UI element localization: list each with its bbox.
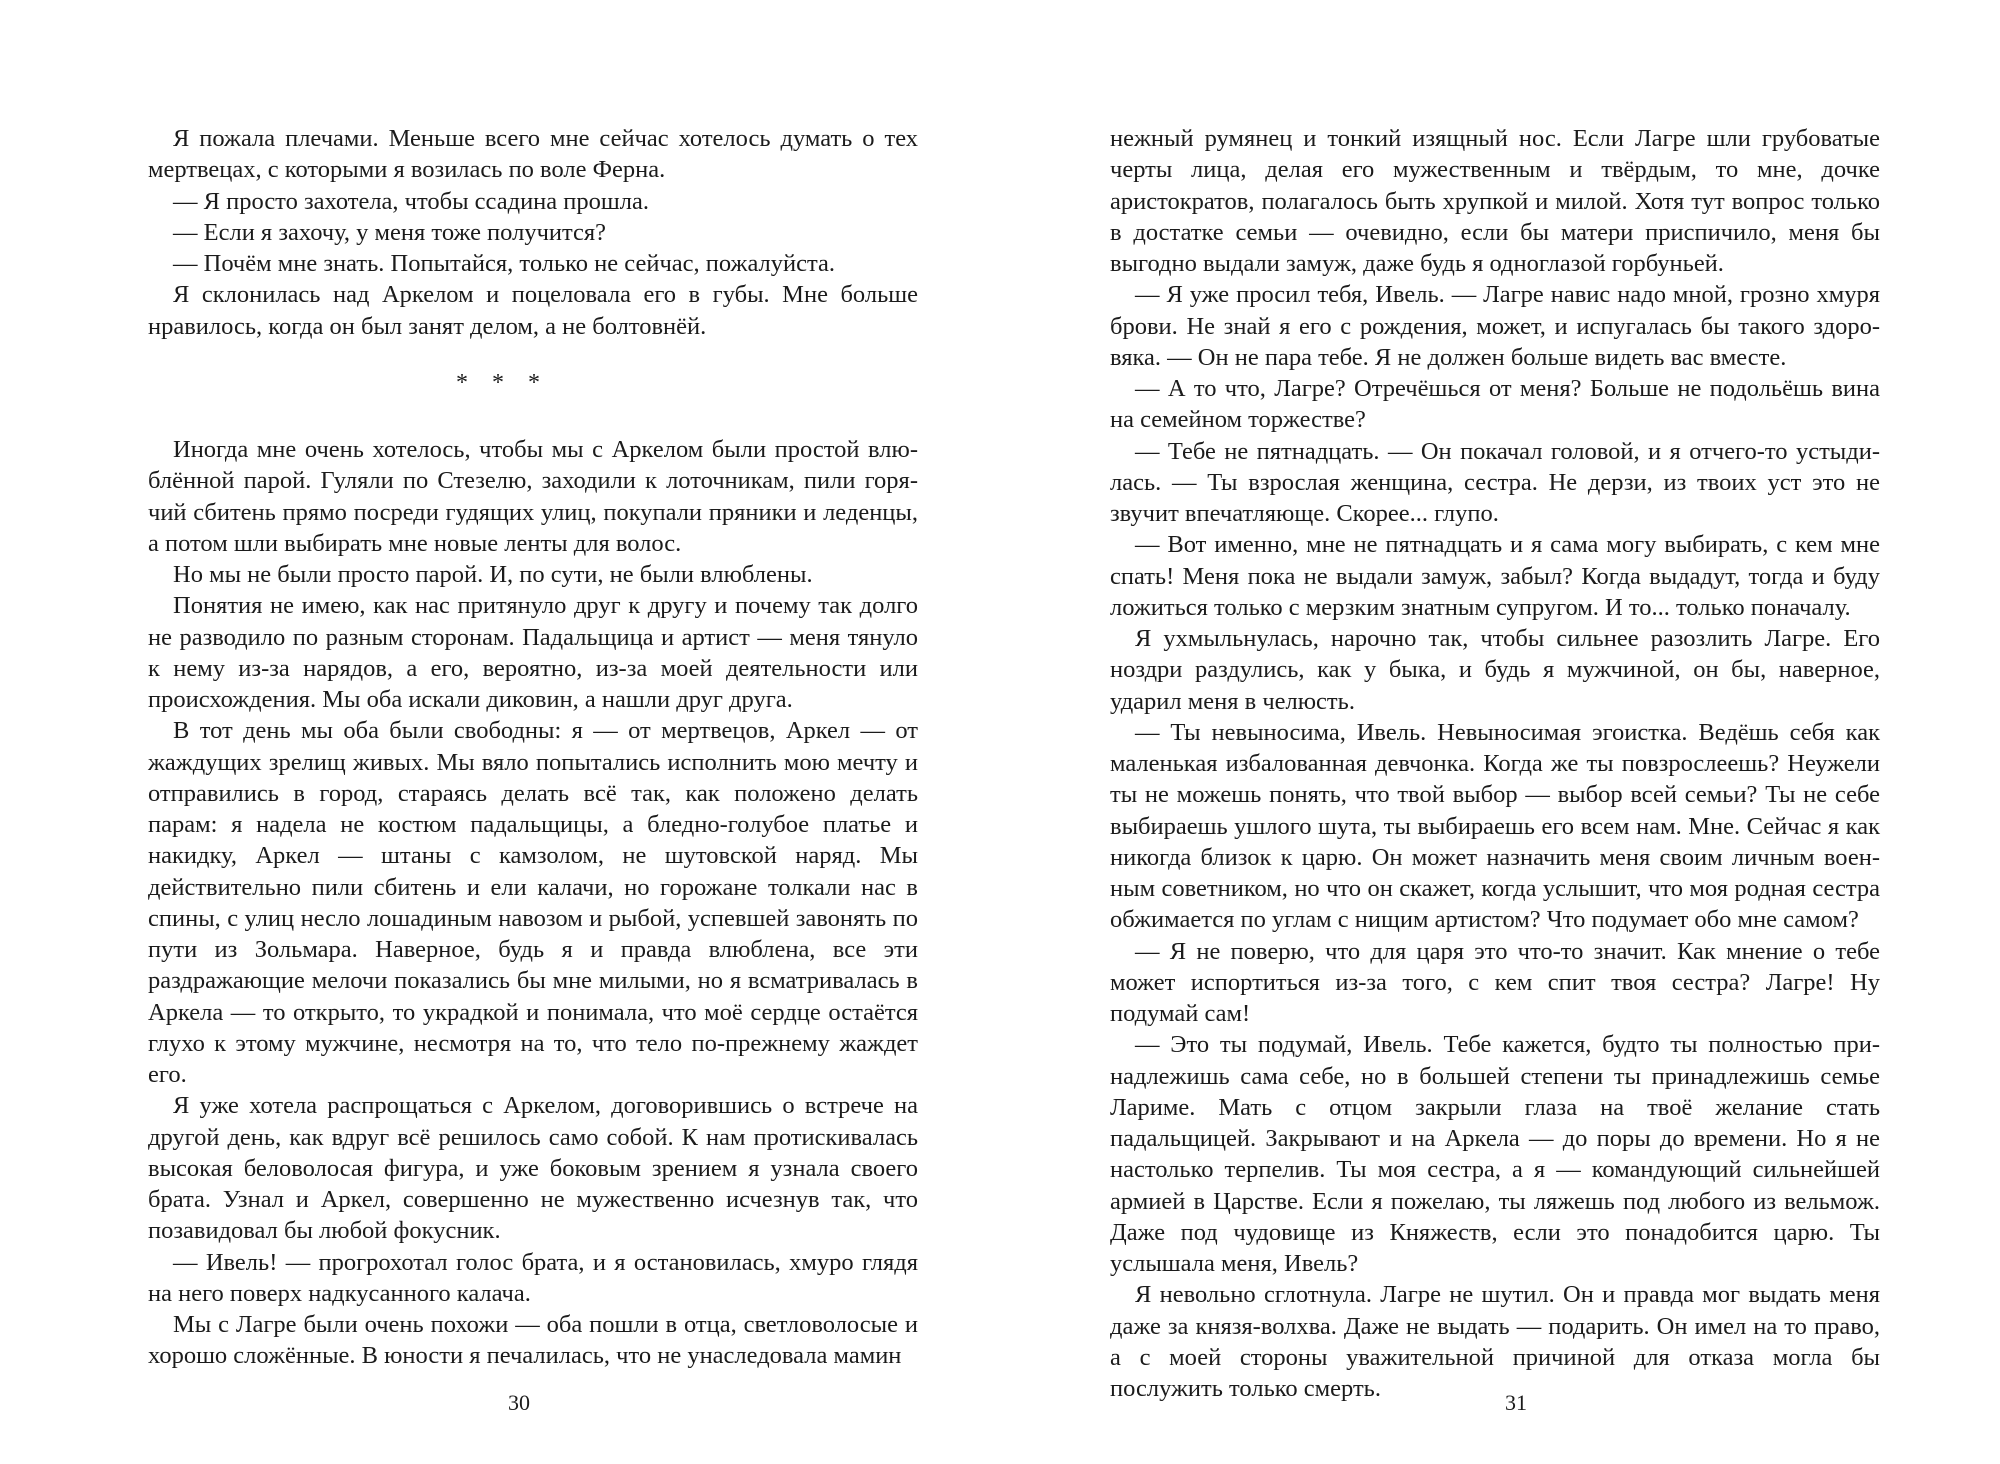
- paragraph: Я склонилась над Аркелом и поцеловала его в губы. Мне больше нравилось, когда он был занят делом, а не болтовнёй.: [148, 281, 918, 340]
- paragraph: Но мы не были просто парой. И, по сути, не были влюблены.: [173, 561, 813, 588]
- page-number: 31: [1505, 1390, 1527, 1415]
- paragraph: — Я уже просил тебя, Ивель. — Лагре навис надо мной, грозно хмуря брови. Не знай я его с рождения, может, и испугалась бы такого здоровяка. — Он не пара тебе. Я не должен больше видеть вас вместе.: [1110, 281, 1880, 371]
- page-number: 30: [508, 1390, 530, 1415]
- paragraph: — Я не поверю, что для царя это что-то значит. Как мнение о тебе может испортиться из-за того, с кем спит твоя сестра? Лагре! Ну подумай сам!: [1110, 937, 1880, 1027]
- paragraph: Я невольно сглотнула. Лагре не шутил. Он и правда мог выдать меня даже за князя-волхва. Даже не выдать — подарить. Он имел на то право, а с моей стороны уважительной причиной для отказа могла бы послужить только смерть.: [1110, 1281, 1880, 1402]
- paragraph: — Вот именно, мне не пятнадцать и я сама могу выбирать, с кем мне спать! Меня пока не выдали замуж, забыл? Когда выдадут, тогда и буду ложиться только с мерзким знатным супругом. И то... только поначалу.: [1110, 531, 1880, 621]
- paragraph: — Ты невыносима, Ивель. Невыносимая эгоистка. Ведёшь себя как маленькая избалованная девчонка. Когда же ты повзрослеешь? Неужели ты не можешь понять, что твой выбор — выбор всей семьи? Ты не себе выбираешь ушлого шута, ты выбираешь его всем нам. Мне. Сейчас я как никогда близок к царю. Он может назначить меня своим личным военным советником, но что он скажет, когда услышит, что моя родная сестра обжимается по углам с нищим артистом? Что подумает обо мне самом?: [1110, 718, 1880, 934]
- paragraph: — Если я захочу, у меня тоже получится?: [173, 218, 607, 246]
- paragraph: — Тебе не пятнадцать. — Он покачал головой, и я отчего-то устыдилась. — Ты взрослая женщина, сестра. Не дерзи, из твоих уст это не звучит впечатляюще. Скорее... глупо.: [1110, 437, 1880, 527]
- paragraph: — Почём мне знать. Попытайся, только не сейчас, пожалуйста.: [173, 250, 836, 277]
- paragraph: Я пожала плечами. Меньше всего мне сейчас хотелось думать о тех мертвецах, с которыми я возилась по воле Ферна.: [148, 125, 918, 184]
- left-main-text: [148, 434, 918, 1372]
- section-break: * * *: [456, 370, 540, 396]
- paragraph: нежный румянец и тонкий изящный нос. Если Лагре шли грубоватые черты лица, делая его мужественным и твёрдым, то мне, дочке аристократов, полагалось быть хрупкой и милой. Хотя тут вопрос только в достатке семьи — очевидно, если бы матери приспичило, меня бы выгодно выдали замуж, даже будь я одноглазой горбуньей.: [1110, 125, 1880, 277]
- paragraph: — Я просто захотела, чтобы ссадина прошла.: [173, 187, 649, 215]
- paragraph: Я ухмыльнулась, нарочно так, чтобы сильнее разозлить Лагре. Его ноздри раздулись, как у быка, и будь я мужчиной, он бы, наверное, ударил меня в челюсть.: [1110, 625, 1880, 715]
- left-intro-text: [148, 123, 918, 342]
- paragraph: Иногда мне очень хотелось, чтобы мы с Аркелом были простой влюблённой парой. Гуляли по Стезелю, заходили к лоточникам, пили горячий сбитень прямо посреди гудящих улиц, покупали пряники и леденцы, а потом шли выбирать мне новые ленты для волос.: [148, 436, 918, 557]
- paragraph: — А то что, Лагре? Отречёшься от меня? Больше не подольёшь вина на семейном торжестве?: [1110, 375, 1880, 434]
- paragraph: Мы с Лагре были очень похожи — оба пошли в отца, светловолосые и хорошо сложённые. В юности я печалилась, что не унаследовала мамин: [148, 1311, 918, 1370]
- paragraph: В тот день мы оба были свободны: я — от мертвецов, Аркел — от жаждущих зрелищ живых. Мы вяло попытались исполнить мою мечту и отправились в город, стараясь делать всё так, как положено делать парам: я надела не костюм падальщицы, а бледно-голубое платье и накидку, Аркел — штаны с камзолом, не шутовской наряд. Мы действительно пили сбитень и ели калачи, но горожане толкали нас в спины, с улиц несло лошадиным навозом и рыбой, успевшей завонять по пути из Зольмара. Наверное, будь я и правда влюблена, все эти раздражающие мелочи показались бы мне милыми, но я всматривалась в Аркела — то открыто, то украдкой и понимала, что моё сердце остаётся глухо к этому мужчине, несмотря на то, что тело по-прежнему жаждет его.: [148, 717, 918, 1088]
- paragraph: Я уже хотела распрощаться с Аркелом, договорившись о встрече на другой день, как вдруг всё решилось само собой. К нам протискивалась высокая беловолосая фигура, и уже боковым зрением я узнала своего брата. Узнал и Аркел, совершенно не мужественно исчезнув так, что позавидовал бы любой фокусник.: [148, 1092, 918, 1245]
- paragraph: Понятия не имею, как нас притянуло друг к другу и почему так долго не разводило по разным сторонам. Падальщица и артист — меня тянуло к нему из-за нарядов, а его, вероятно, из-за моей деятельности или происхождения. Мы оба искали диковин, а нашли друг друга.: [148, 592, 918, 713]
- right-page: [1000, 0, 2000, 1464]
- paragraph: — Ивель! — прогрохотал голос брата, и я остановилась, хмуро глядя на него поверх надкусанного калача.: [148, 1248, 918, 1307]
- right-text: [1110, 123, 1880, 1404]
- paragraph: — Это ты подумай, Ивель. Тебе кажется, будто ты полностью принадлежишь сама себе, но в большей степени ты принадлежишь семье Лариме. Мать с отцом закрыли глаза на твоё желание стать падальщицей. Закрывают и на Аркела — до поры до времени. Но я не настолько терпелив. Ты моя сестра, а я — командующий сильнейшей армией в Царстве. Если я пожелаю, ты ляжешь под любого из вельмож. Даже под чудовище из Княжеств, если это понадобится царю. Ты услышала меня, Ивель?: [1110, 1031, 1880, 1277]
